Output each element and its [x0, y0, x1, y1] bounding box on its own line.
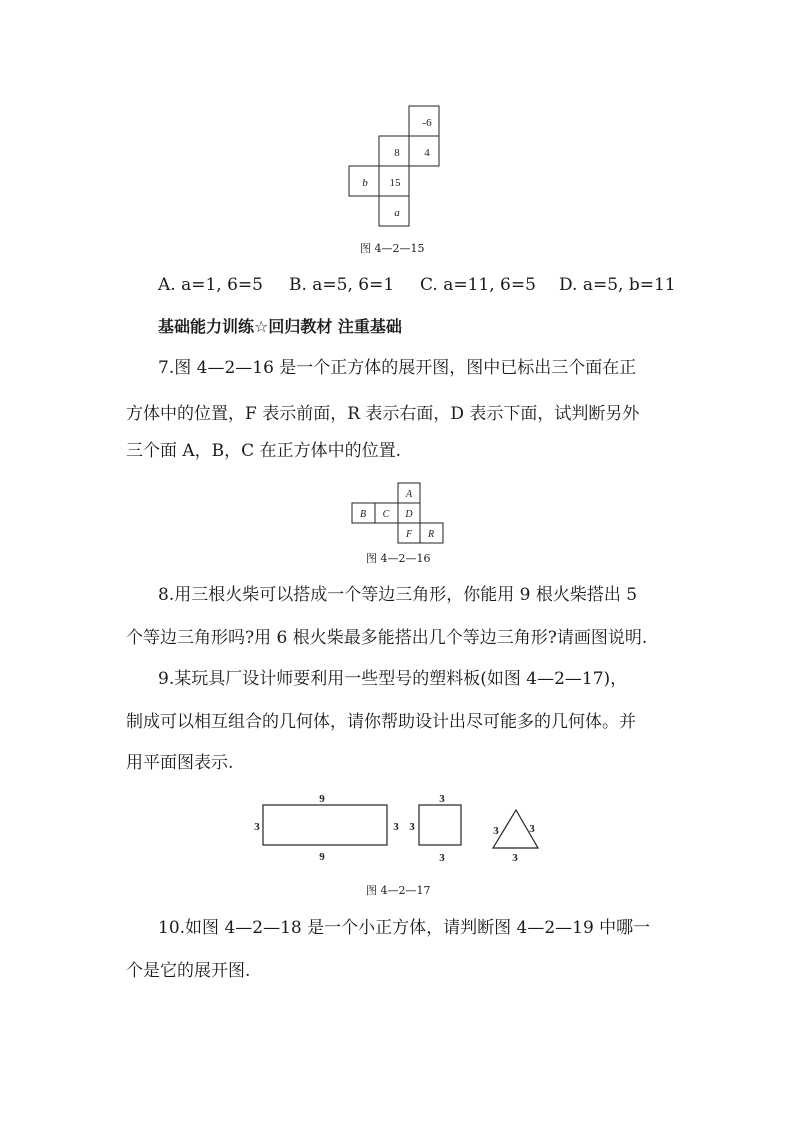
cube-net-figure-15 [345, 103, 455, 230]
figure-17-caption: 图 4—2—17 [366, 884, 431, 897]
net16-label: C [382, 509, 390, 520]
triangle-right-label: 3 [529, 823, 535, 835]
rect-left-label: 3 [254, 821, 260, 833]
rectangle-board [263, 805, 387, 845]
question-8-line-2: 个等边三角形吗?用 6 根火柴最多能搭出几个等边三角形?请画图说明. [126, 628, 648, 648]
net16-label: D [405, 509, 413, 520]
net15-label: 15 [389, 177, 401, 189]
square-left-label: 3 [409, 821, 415, 833]
question-9-line-3: 用平面图表示. [126, 753, 234, 773]
question-10-line-2: 个是它的展开图. [126, 961, 251, 981]
rect-bottom-label: 9 [319, 851, 325, 863]
triangle-left-label: 3 [493, 825, 499, 837]
section-heading: 基础能力训练☆回归教材 注重基础 [158, 317, 402, 336]
question-7-line-2: 方体中的位置，F 表示前面，R 表示右面，D 表示下面，试判断另外 [126, 404, 640, 424]
square-top-label: 3 [439, 793, 445, 805]
figure-16-caption: 图 4—2—16 [366, 552, 431, 565]
square-bottom-label: 3 [439, 852, 445, 864]
question-9-line-1: 9.某玩具厂设计师要利用一些型号的塑料板(如图 4—2—17)， [158, 669, 628, 689]
net16-label: R [427, 529, 435, 540]
net15-label: 8 [394, 147, 400, 159]
net16-label: B [359, 509, 367, 520]
net15-label: -6 [422, 117, 432, 129]
triangle-bottom-label: 3 [512, 852, 518, 864]
question-10-line-1: 10.如图 4—2—18 是一个小正方体，请判断图 4—2—19 中哪一 [158, 918, 651, 938]
square-board [419, 805, 461, 845]
rect-right-label: 3 [393, 821, 399, 833]
net15-label: b [362, 177, 368, 189]
option-d: D. a=5, b=11 [559, 275, 676, 295]
net15-label: 4 [424, 147, 430, 159]
question-7-line-3: 三个面 A，B，C 在正方体中的位置. [126, 441, 401, 461]
cube-net-figure-16 [348, 481, 448, 547]
net15-label: a [394, 207, 400, 219]
question-9-line-2: 制成可以相互组合的几何体，请你帮助设计出尽可能多的几何体。并 [126, 712, 636, 732]
net16-label: F [405, 529, 413, 540]
net16-label: A [405, 489, 413, 500]
option-a: A. a=1, 6=5 [158, 275, 263, 295]
rect-top-label: 9 [319, 793, 325, 805]
figure-15-caption: 图 4—2—15 [360, 242, 425, 255]
question-7-line-1: 7.图 4—2—16 是一个正方体的展开图，图中已标出三个面在正 [158, 358, 637, 378]
plastic-boards-figure-17 [250, 790, 550, 870]
option-b: B. a=5, 6=1 [289, 275, 395, 295]
option-c: C. a=11, 6=5 [420, 275, 536, 295]
question-8-line-1: 8.用三根火柴可以搭成一个等边三角形，你能用 9 根火柴搭出 5 [158, 585, 638, 605]
